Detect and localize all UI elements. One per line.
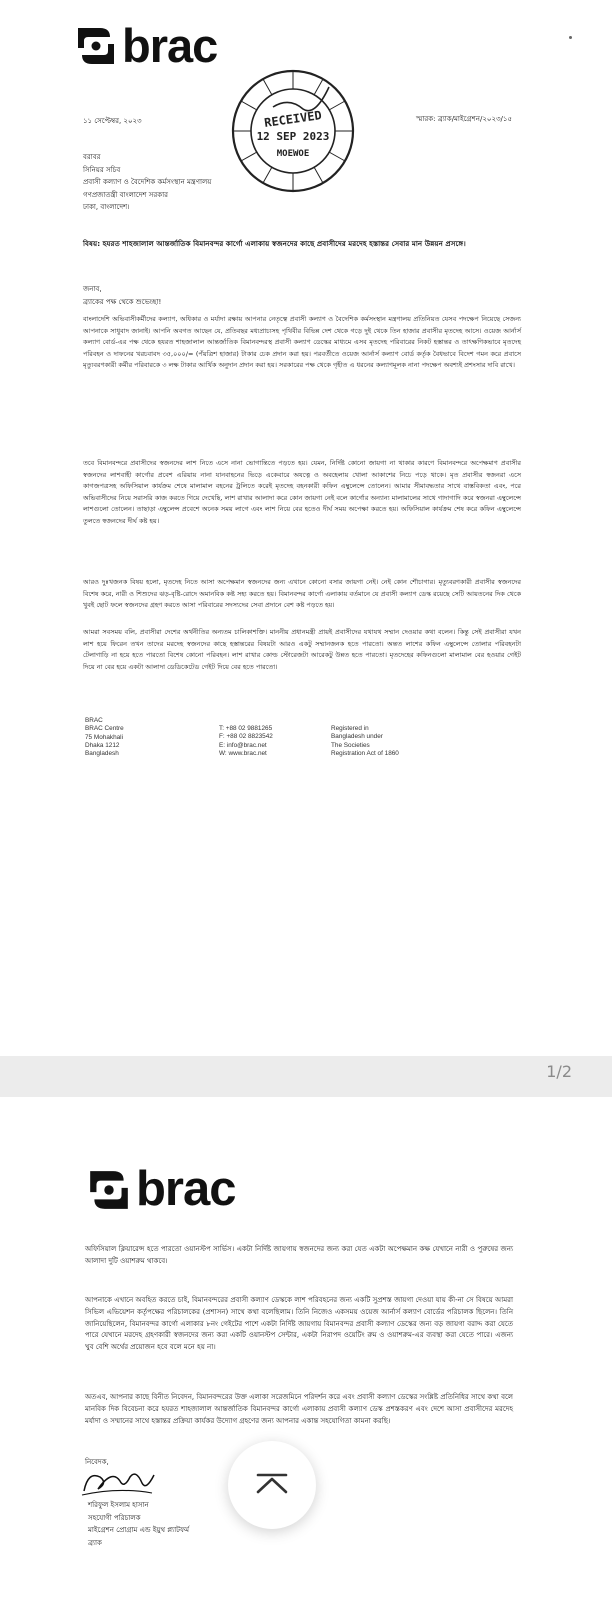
brac-wordmark: brac — [136, 1162, 236, 1216]
handwritten-signature — [78, 1463, 158, 1499]
signer-block — [88, 1499, 189, 1549]
footer-contact — [219, 725, 273, 758]
brac-logo — [74, 19, 218, 72]
footer-line: Registration Act of 1860 — [331, 749, 399, 757]
footer-line: F: +88 02 8823542 — [219, 733, 273, 741]
body-paragraph: তবে বিমানবন্দরে প্রবাসীদের স্বজনদের লাশ নিতে এসে নানা ভোগান্তিতে পড়তে হয়। যেমন, নির্দিষ্ট কোনো জায়গা না থাকার কারণে বিমানবন্দরে অপেক্ষমাণ প্রবাসীর স্বজনদের লাশবাহী কার্গোর প্রবেশ এরিয়ায় নানা যানবাহনের ভিড়ে একেবারে অযত্নে ও অবহেলায় খোলা আকাশের নিচে পড়ে থাকে। মৃত প্রবাসীর স্বজনরা এসে কাগজপত্রসহ অফিসিয়াল কার্যক্রম শেষে মালামাল বহনের ট্রলিতে করেই মৃতদেহ বহনকারী কফিন এম্বুলেন্সে তোলেন। আমার সীমাবদ্ধতার সাথে বাস্তবিকতা এবং, পরে অভিবাসীদের নিয়ে সরাসরি কাজ করতে গিয়ে দেখেছি, লাশ রাখার আলাদা করে কোন জায়গা নেই বলে কার্গোর অন্যান্য মালামালের সাথে গাদাগাদি করে স্বজনরা এম্বুলেন্সে লাশগুলো তোলেন। তাছাড়া এম্বুলেন্স প্রবেশে অনেক সময় লাগে এবং লাশ নিয়ে বের হতেও দীর্ঘ সময় অপেক্ষা করতে হয়। অফিসিয়াল কার্যক্রম শেষ করে কফিন এম্বুলেন্সে তুলতে স্বজনদের দীর্ঘ কষ্ট হয়। — [83, 459, 521, 525]
signer-department: মাইগ্রেশন প্রোগ্রাম এন্ড ইয়ুথ প্ল্যাটফর্ম — [88, 1526, 189, 1535]
stamp-received-label: RECEIVED — [263, 108, 323, 130]
footer-line: Bangladesh under — [331, 733, 383, 741]
letter-subject: বিষয়: হযরত শাহজালাল আন্তর্জাতিক বিমানবন্দর কার্গো এলাকায় স্বজনদের কাছে প্রবাসীদের মরদেহ হস্তান্তর সেবার মান উন্নয়ন প্রসঙ্গে। — [83, 239, 466, 248]
received-stamp — [229, 67, 357, 195]
footer-line: Registered in — [331, 725, 369, 732]
brac-logo-icon — [74, 24, 118, 68]
salutation: জনাব, — [83, 285, 102, 293]
footer-line: 75 Mohakhali — [85, 733, 124, 741]
chevron-up-icon — [252, 1472, 292, 1498]
recipient-address — [83, 151, 211, 214]
body-paragraph: আমরা সবসময় বলি, প্রবাসীরা দেশের অর্থনীতির অন্যতম চালিকাশক্তি। মাননীয় প্রধানমন্ত্রী প্রায়ই প্রবাসীদের যথাযথ সম্মান দেওয়ার কথা বলেন। কিন্তু সেই প্রবাসীরা যখন লাশ হয়ে ফিরেন তখন তাদের মরদেহ স্বজনদের কাছে হস্তান্তরের বিষয়টা আরও একটু সম্মানজনক হতে পারতো। অন্তত লাশের কফিন এম্বুলেন্সে তোলার পরিবহনটা টেলাগাড়ি না হয়ে হতে পারতো বিশেষ কোনো পরিবহন। লাশ রাখার কোল্ড স্টোরেজটা আরেকটু উন্নত হতে পারতো। মৃতদেহের কফিনগুলো মালামাল বের হওয়ার গেইট দিয়ে না বের হয়ে একটা আলাদা ডেডিকেটেড গেইট দিয়ে বের হতে পারতো। — [83, 628, 521, 671]
footer-line: W: www.brac.net — [219, 749, 267, 757]
body-paragraph: অফিসিয়াল ক্লিয়ারেন্স হতে পারতো ওয়ানস্টপ সার্ভিস। একটা নির্দিষ্ট জায়গায় স্বজনদের জন্য করা যেত একটা অপেক্ষমান কক্ষ যেখানে নারী ও পুরুষের জন্য আলাদা দুটি ওয়াশরুম থাকবে। — [85, 1245, 513, 1265]
page-indicator: 1/2 — [546, 1062, 572, 1081]
footer-line: E: info@brac.net — [219, 741, 267, 749]
address-line: ঢাকা, বাংলাদেশ। — [83, 203, 130, 211]
address-line: গণপ্রজাতন্ত্রী বাংলাদেশ সরকার — [83, 190, 168, 199]
brac-wordmark: brac — [122, 19, 218, 72]
reference-number: স্মারক: ব্র্যাক/মাইগ্রেশন/২০২৩/১৫ — [416, 115, 512, 123]
brac-logo-icon — [86, 1167, 132, 1213]
address-line: বরাবর — [83, 153, 101, 161]
greeting: ব্র্যাকের পক্ষ থেকে শুভেচ্ছা! — [83, 297, 162, 306]
body-paragraph: আরও দুঃখজনক বিষয় হলো, মৃতদেহ নিতে আসা অপেক্ষমান স্বজনদের জন্য এখানে কোনো বসার জায়গা নেই। নেই কোন শৌচাগার। মৃত্যুবরণকারী প্রবাসীর স্বজনদের বিশেষ করে, নারী ও শিশুদের ঝড়-বৃষ্টি-রোদে অমানবিক কষ্ট সহ্য করতে হয়। বিমানবন্দর কার্গো এলাকায় বর্তমানে যে প্রবাসী কল্যাণ ডেস্ক রয়েছে সেটি আয়তনের দিক থেকে খুবই ছোট ফলে স্বজনদের গ্রহণ করতে আসা পরিবারের সদস্যদের সেবা প্রদানে বেশ কষ্ট পড়তে হয়। — [83, 578, 521, 610]
signer-title: সহযোগী পরিচালক — [88, 1513, 141, 1522]
footer-line: Dhaka 1212 — [85, 741, 120, 749]
footer-line: The Societies — [331, 741, 370, 749]
body-paragraph: আপনাকে এখানে অবহিত করতে চাই, বিমানবন্দরের প্রবাসী কল্যাণ ডেস্ককে লাশ পরিবহনের জন্য একটি সুপ্রশস্ত জায়গা দেওয়া যায় কী-না সে বিষয়ে আমরা সিভিল এভিয়েশন কর্তৃপক্ষের পরিচালকের (প্রশাসন) সাথে কথা বলেছিলাম। তিনি নিজেও একসময় ওয়েজ আর্নার্স কল্যাণ বোর্ডের পরিচালক ছিলেন। তিনি জানিয়েছিলেন, বিমানবন্দর কার্গো এলাকার ৮নং গেইটের পাশে একটা নির্দিষ্ট জায়গায় বিমানবন্দর প্রবাসী কল্যাণ ডেস্কের জন্য বড় জায়গা বরাদ্দ করা যেতে পারে যেখানে মরদেহ গ্রহণকারী স্বজনদের জন্য করা একটি ওয়ানস্টপ সেন্টার, একটা নিরাপদ ওয়েটিং রুম ও ওয়াশরুম-এর ব্যবস্থা করা যেতে পারে। এজন্য খুব বেশি অর্থের প্রয়োজন হবে বলে মনে হয় না। — [85, 1296, 513, 1352]
footer-registration — [331, 725, 399, 758]
signer-name: শরিফুল ইসলাম হাসান — [88, 1501, 149, 1509]
scroll-to-top-button[interactable] — [228, 1441, 316, 1529]
footer-line: BRAC Centre — [85, 725, 124, 733]
stamp-office: MOEWOE — [276, 149, 310, 159]
edge-mark — [569, 36, 572, 39]
closing-line: নিবেদক, — [85, 1458, 109, 1466]
address-line: প্রবাসী কল্যাণ ও বৈদেশিক কর্মসংস্থান মন্ত্রণালয় — [83, 178, 212, 186]
address-line: সিনিয়র সচিব — [83, 165, 121, 174]
footer-line: T: +88 02 9881265 — [219, 725, 273, 732]
footer-line: BRAC — [85, 717, 103, 724]
footer-address — [85, 717, 124, 758]
body-paragraph: অতএব, আপনার কাছে বিনীত নিবেদন, বিমানবন্দরের উক্ত এলাকা সরেজমিনে পরিদর্শন করে এবং প্রবাসী কল্যাণ ডেস্কের সংশ্লিষ্ট প্রতিনিধির সাথে কথা বলে মানবিক দিক বিবেচনা করে হযরত শাহজালাল আন্তর্জাতিক বিমানবন্দর কার্গো এলাকায় প্রবাসী কল্যাণ ডেস্ক প্রশস্তকরণ এবং দেশে আসা প্রবাসীদের মরদেহ মর্যাদা ও সম্মানের সাথে হস্তান্তর প্রক্রিয়া কার্যকর উদ্যোগ গ্রহণের জন্য আপনার একান্ত সহযোগিতা কামনা করছি। — [85, 1393, 513, 1425]
brac-logo — [86, 1162, 236, 1216]
letter-date: ১১ সেপ্টেম্বর, ২০২৩ — [83, 117, 142, 125]
footer-line: Bangladesh — [85, 750, 119, 758]
body-paragraph: বাংলাদেশি অভিবাসীকর্মীদের কল্যাণ, অধিকার ও মর্যাদা রক্ষায় আপনার নেতৃত্বে প্রবাসী কল্যাণ ও বৈদেশিক কর্মসংস্থান মন্ত্রণালয় প্রতিনিয়ত যেসব পদক্ষেপ নিয়েছে সেজন্য আপনাকে সাধুবাদ জানাই। আপনি অবগত আছেন যে, প্রতিবছর মধ্যপ্রাচ্যসহ পৃথিবীর বিভিন্ন দেশ থেকে গড়ে দুই থেকে তিন হাজার প্রবাসীর মৃতদেহ আসে। ওয়েজ আর্নার্স কল্যাণ বোর্ড-এর পক্ষ থেকে হযরত শাহজালাল আন্তর্জাতিক বিমানবন্দরস্থ প্রবাসী কল্যাণ ডেস্কের মাধ্যমে এসব মৃতদেহ পরিবারের নিকট হস্তান্তর ও তাৎক্ষণিকভাবে মৃতদেহ পরিবহন ও দাফনের খরচবাবদ ৩৫,০০০/= (পঁয়ত্রিশ হাজার) টাকার চেক প্রদান করা হয়। পরবর্তীতে ওয়েজ আর্নার্স কল্যাণ বোর্ড কর্তৃক বৈধভাবে বিদেশ গমন করে প্রবাসে মৃত্যুবরণকারী কর্মীর পরিবারকে ৩ লক্ষ টাকার আর্থিক অনুদান প্রদান করা হয়। সরকারের পক্ষ থেকে গৃহীত এ ধরনের কল্যাণমূলক নানা পদক্ষেপ অবশ্যই প্রশংসার দাবি রাখে। — [83, 315, 521, 370]
signer-organization: ব্র্যাক — [88, 1538, 102, 1547]
salutation-block — [83, 283, 161, 308]
stamp-date: 12 SEP 2023 — [256, 130, 330, 143]
